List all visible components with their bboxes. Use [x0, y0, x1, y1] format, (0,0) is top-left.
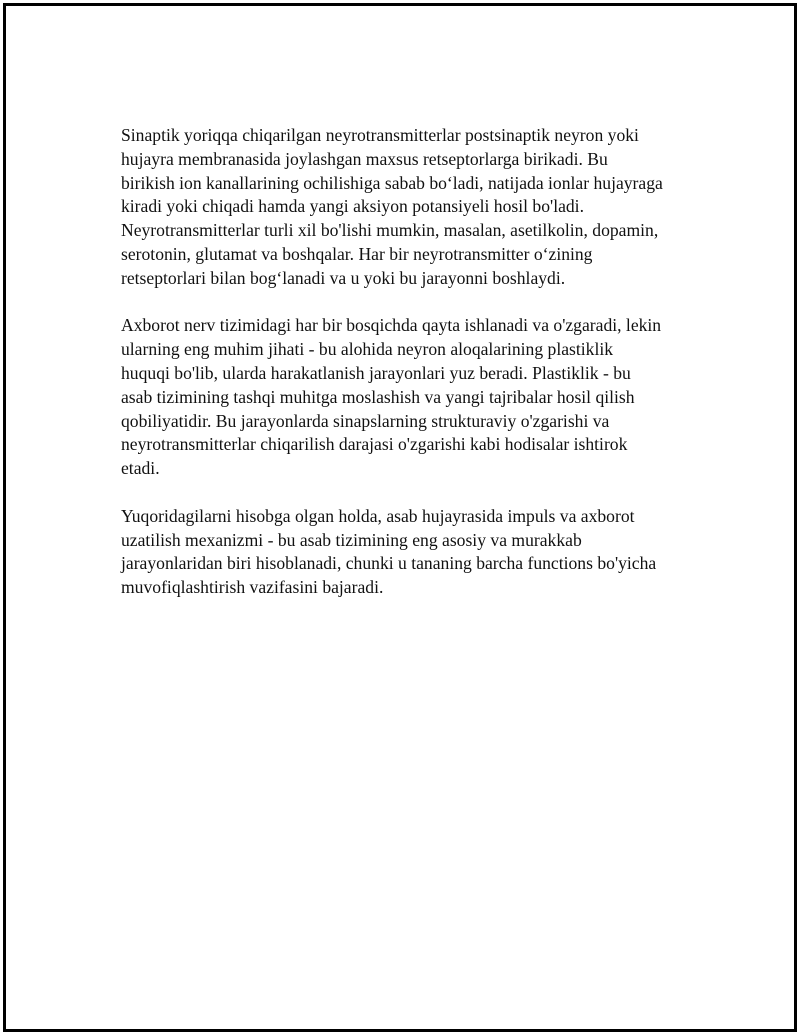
page-frame [3, 3, 797, 1032]
document-body [121, 124, 701, 624]
paragraph-1: Sinaptik yoriqqa chiqarilgan neyrotransmitterlar postsinaptik neyron yoki hujayra membranasida joylashgan maxsus retseptorlarga birikadi. Bu birikish ion kanallarining ochilishiga sabab bo‘ladi, natijada ionlar hujayraga kiradi yoki chiqadi hamda yangi aksiyon potansiyeli hosil bo'ladi. Neyrotransmitterlar turli xil bo'lishi mumkin, masalan, asetilkolin, dopamin, serotonin, glutamat va boshqalar. Har bir neyrotransmitter o‘zining retseptorlari bilan bog‘lanadi va u yoki bu jarayonni boshlaydi. [121, 125, 663, 288]
paragraph-3: Yuqoridagilarni hisobga olgan holda, asab hujayrasida impuls va axborot uzatilish mexanizmi - bu asab tizimining eng asosiy va murakkab jarayonlaridan biri hisoblanadi, chunki u tananing barcha functions bo'yicha muvofiqlashtirish vazifasini bajaradi. [121, 505, 657, 598]
paragraph-2: Axborot nerv tizimidagi har bir bosqichda qayta ishlanadi va o'zgaradi, lekin ularning eng muhim jihati - bu alohida neyron aloqalarining plastiklik huquqi bo'lib, ularda harakatlanish jarayonlari yuz beradi. Plastiklik - bu asab tizimining tashqi muhitga moslashish va yangi tajribalar hosil qilish qobiliyatidir. Bu jarayonlarda sinapslarning strukturaviy o'zgarishi va neyrotransmitterlar chiqarilish darajasi o'zgarishi kabi hodisalar ishtirok etadi. [121, 315, 662, 479]
